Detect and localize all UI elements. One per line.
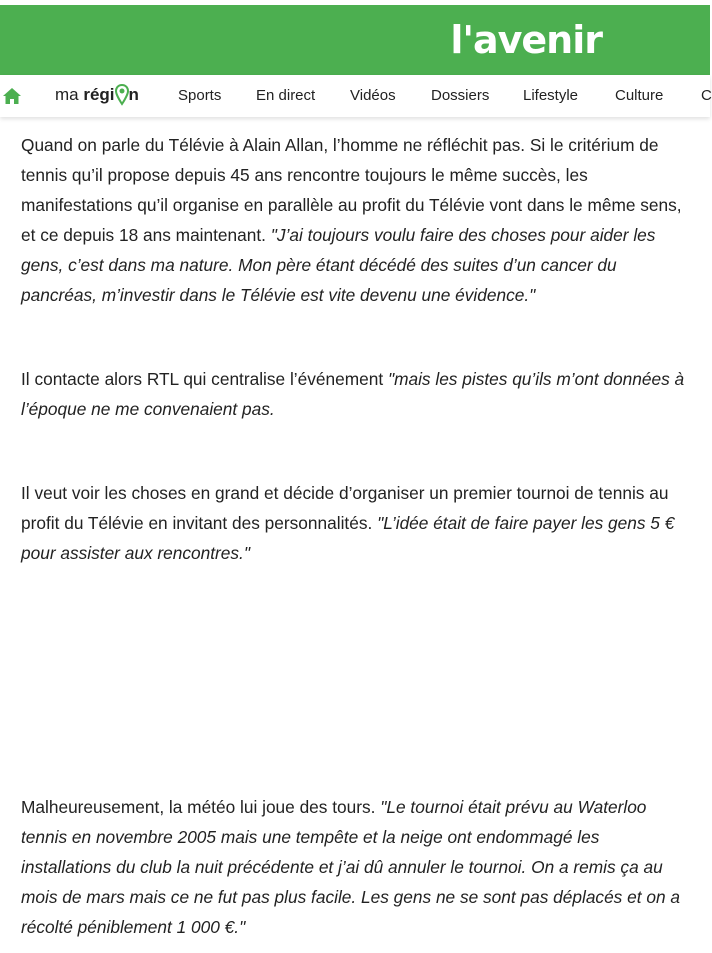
region-label-end: n bbox=[128, 85, 139, 104]
region-ma-label: ma bbox=[55, 85, 84, 104]
nav-item-more[interactable]: C bbox=[701, 87, 712, 104]
nav-item-lifestyle[interactable]: Lifestyle bbox=[523, 87, 579, 104]
article-paragraph-2 bbox=[21, 364, 691, 424]
nav-item-culture[interactable]: Culture bbox=[615, 87, 664, 104]
article-paragraph-3 bbox=[21, 478, 691, 568]
main-nav bbox=[0, 75, 710, 117]
paragraph-quote: "mais les pistes qu’ils m’ont données à l’époque ne me convenaient pas. bbox=[21, 369, 685, 419]
home-icon[interactable] bbox=[2, 87, 22, 105]
nav-item-en-direct[interactable]: En direct bbox=[256, 87, 316, 104]
nav-item-dossiers[interactable]: Dossiers bbox=[431, 87, 490, 104]
paragraph-quote: "Le tournoi était prévu au Waterloo tennis en novembre 2005 mais une tempête et la neige ont endommagé les installations du club la nuit précédente et j’ai dû annuler le tournoi. On a remis ça au mois de mars mais ce ne fut pas plus facile. Les gens ne se sont pas déplacés et on a récolté péniblement 1 000 €." bbox=[21, 797, 680, 937]
paragraph-text: Malheureusement, la météo lui joue des tours. bbox=[21, 797, 381, 817]
article-paragraph-4 bbox=[21, 792, 691, 942]
paragraph-quote: "L’idée était de faire payer les gens 5 € pour assister aux rencontres." bbox=[21, 513, 675, 563]
nav-item-sports[interactable]: Sports bbox=[178, 87, 222, 104]
paragraph-text: Quand on parle du Télévie à Alain Allan, l’homme ne réfléchit pas. Si le critérium de tennis qu’il propose depuis 45 ans rencontre toujours le même succès, les manifestations qu’il organise en parallèle au profit du Télévie vont dans le même sens, et ce depuis 18 ans maintenant. bbox=[21, 135, 682, 245]
site-logo[interactable]: l'avenir bbox=[450, 18, 602, 62]
site-header bbox=[0, 5, 710, 75]
map-pin-icon bbox=[115, 84, 129, 106]
paragraph-text: Il veut voir les choses en grand et décide d’organiser un premier tournoi de tennis au profit du Télévie en invitant des personnalités. bbox=[21, 483, 669, 533]
nav-item-videos[interactable]: Vidéos bbox=[350, 87, 396, 104]
nav-ma-region[interactable] bbox=[55, 84, 139, 106]
region-label-start: régi bbox=[83, 85, 115, 104]
article-paragraph-1 bbox=[21, 130, 691, 310]
paragraph-quote: "J’ai toujours voulu faire des choses pour aider les gens, c’est dans ma nature. Mon père étant décédé des suites d’un cancer du pancréas, m’investir dans le Télévie est vite devenu une évidence." bbox=[21, 225, 656, 305]
paragraph-text: Il contacte alors RTL qui centralise l’événement bbox=[21, 369, 388, 389]
